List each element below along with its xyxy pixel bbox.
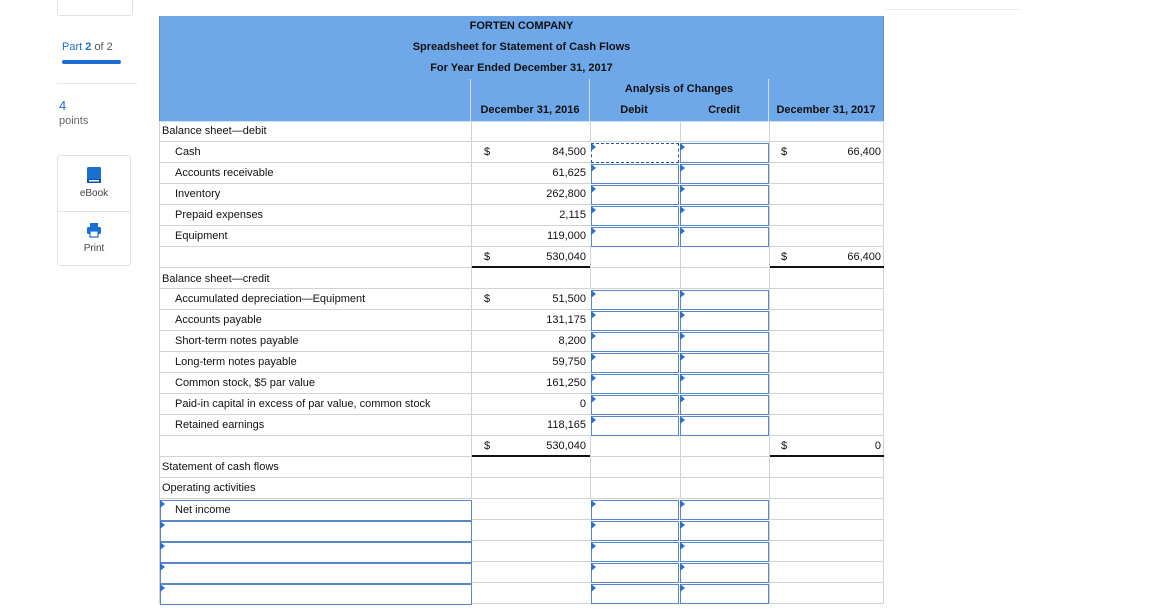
table-row [159,541,884,562]
table-row [159,184,884,205]
spreadsheet-period: For Year Ended December 31, 2017 [159,58,884,79]
value-2016: 131,175 [546,314,586,326]
value-2016: 0 [579,398,586,410]
spreadsheet-title: Spreadsheet for Statement of Cash Flows [159,37,884,58]
row-label: Long-term notes payable [175,356,297,368]
debit-input[interactable] [591,542,679,562]
credit-input[interactable] [680,521,769,541]
credit-input[interactable] [680,542,769,562]
total-2016: 530,040 [546,251,586,263]
section-row [159,457,884,478]
debit-input[interactable] [591,374,679,394]
debit-input[interactable] [591,311,679,331]
debit-input[interactable] [591,395,679,415]
cash-flows-section-label: Statement of cash flows [162,461,279,473]
debit-input[interactable] [591,416,679,436]
debit-input[interactable] [591,185,679,205]
net-income-label: Net income [175,504,231,516]
debit-input[interactable] [591,143,679,163]
debit-input[interactable] [591,332,679,352]
table-row [159,331,884,352]
debit-input[interactable] [591,584,679,604]
line-item-input[interactable] [160,563,472,584]
table-row [159,163,884,184]
book-icon [85,166,103,184]
debit-input[interactable] [591,563,679,583]
credit-input[interactable] [680,416,769,436]
debit-input[interactable] [591,290,679,310]
row-label: Cash [175,146,201,158]
ebook-button[interactable] [58,156,130,211]
line-item-input[interactable] [160,542,472,563]
total-row [159,436,884,457]
debit-input[interactable] [591,500,679,520]
row-label: Accounts payable [175,314,262,326]
row-label: Common stock, $5 par value [175,377,316,389]
table-row [159,205,884,226]
table-row [159,394,884,415]
print-button[interactable] [58,211,130,266]
cash-flow-spreadsheet [159,16,884,616]
value-2016: 61,625 [552,167,586,179]
value-2016: 2,115 [559,209,586,221]
dollar-sign: $ [781,146,788,158]
part-progress-bar [62,60,121,64]
col-header-debit: Debit [620,104,648,116]
value-2016: 161,250 [546,377,586,389]
section-row [159,268,884,289]
header-column-divider [589,79,590,121]
sidebar-divider [57,83,137,84]
line-item-input[interactable] [160,584,472,605]
debit-input[interactable] [591,206,679,226]
section-row [159,478,884,499]
credit-input[interactable] [680,500,769,520]
value-2017: 66,400 [847,146,881,158]
ebook-label: eBook [79,188,109,199]
credit-input[interactable] [680,584,769,604]
table-row [159,583,884,604]
value-2016: 119,000 [547,230,586,242]
table-row [159,142,884,163]
row-label: Inventory [175,188,221,200]
credit-input[interactable] [680,395,769,415]
credit-input[interactable] [680,206,769,226]
part-indicator: Part 2 of 2 [62,41,113,53]
debit-input[interactable] [591,521,679,541]
col-header-2017: December 31, 2017 [776,104,876,116]
credit-input[interactable] [680,164,769,184]
table-row [159,226,884,247]
debit-input[interactable] [591,164,679,184]
total-2017: 66,400 [847,251,881,263]
total-row [159,247,884,268]
dollar-sign: $ [484,146,491,158]
debit-section-label: Balance sheet—debit [162,125,267,137]
row-label: Paid-in capital in excess of par value, common stock [175,398,431,410]
credit-input[interactable] [680,143,769,163]
table-row [159,352,884,373]
line-item-input[interactable] [160,521,472,542]
table-row [159,415,884,436]
row-label: Accounts receivable [175,167,274,179]
credit-input[interactable] [680,332,769,352]
table-row [159,289,884,310]
credit-input[interactable] [680,374,769,394]
credit-input[interactable] [680,185,769,205]
value-2016: 262,800 [546,188,586,200]
question-nav-card[interactable] [57,0,133,16]
col-header-credit: Credit [708,104,740,116]
print-label: Print [83,243,105,254]
dollar-sign: $ [484,293,491,305]
section-row [159,121,884,142]
row-label: Equipment [175,230,228,242]
dollar-sign: $ [781,440,788,452]
row-label: Prepaid expenses [175,209,264,221]
points-label: points [59,115,89,127]
analysis-of-changes-header: Analysis of Changes [624,83,734,95]
dollar-sign: $ [484,440,491,452]
tools-panel [57,155,131,266]
operating-activities-label: Operating activities [162,482,256,494]
credit-input[interactable] [680,353,769,373]
table-row [159,562,884,583]
value-2016: 118,165 [547,419,586,431]
value-2016: 51,500 [552,293,586,305]
debit-input[interactable] [591,353,679,373]
value-2016: 8,200 [558,335,586,347]
debit-input[interactable] [591,227,679,247]
table-row [159,499,884,520]
credit-input[interactable] [680,311,769,331]
total-2017: 0 [874,440,881,452]
column-group-row [159,79,884,100]
points-value: 4 [59,98,67,113]
header-column-divider [768,79,769,121]
row-label: Short-term notes payable [175,335,299,347]
table-row [159,310,884,331]
row-label: Retained earnings [175,419,265,431]
total-2016: 530,040 [546,440,586,452]
credit-input[interactable] [680,227,769,247]
table-row [159,373,884,394]
table-row [159,520,884,541]
credit-input[interactable] [680,290,769,310]
row-label: Accumulated depreciation—Equipment [175,293,366,305]
header-column-divider [470,79,471,121]
dollar-sign: $ [781,251,788,263]
dollar-sign: $ [484,251,491,263]
printer-icon [86,222,102,238]
col-header-2016: December 31, 2016 [480,104,580,116]
line-item-input[interactable] [160,500,472,521]
credit-input[interactable] [680,563,769,583]
top-divider [885,9,1020,10]
company-name: FORTEN COMPANY [159,16,884,37]
value-2016: 84,500 [552,146,586,158]
credit-section-label: Balance sheet—credit [162,273,270,285]
value-2016: 59,750 [552,356,586,368]
